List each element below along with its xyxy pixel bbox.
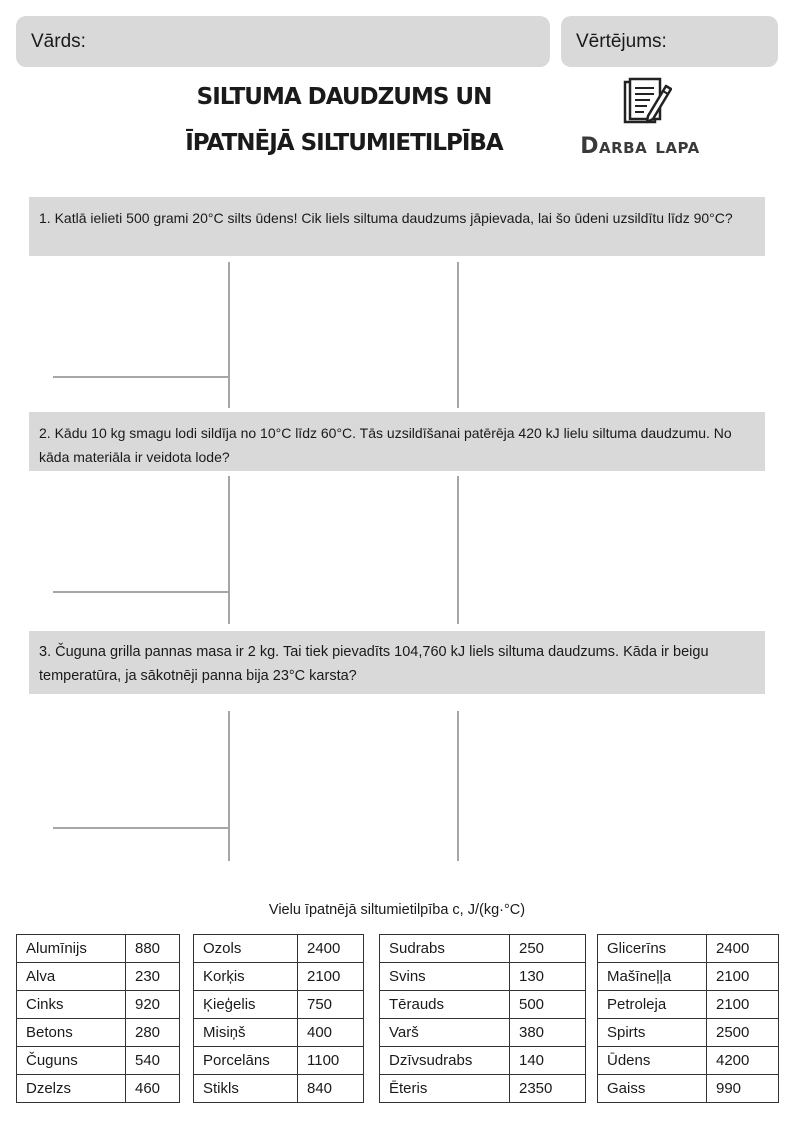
table-row: [17, 1075, 180, 1103]
material-name: Petroleja: [598, 991, 707, 1019]
table-row: [598, 1047, 779, 1075]
table-row: [380, 935, 586, 963]
material-value: 400: [298, 1019, 364, 1047]
answer-divider: [457, 711, 459, 861]
material-name: Čuguns: [17, 1047, 126, 1075]
material-name: Dzīvsudrabs: [380, 1047, 510, 1075]
answer-divider: [228, 262, 230, 408]
material-value: 540: [126, 1047, 180, 1075]
grade-field[interactable]: [561, 16, 778, 67]
material-name: Porcelāns: [194, 1047, 298, 1075]
table-row: [598, 1075, 779, 1103]
answer-line: [53, 827, 229, 829]
heat-capacity-table-1: [16, 934, 180, 1103]
material-value: 140: [510, 1047, 586, 1075]
material-value: 990: [707, 1075, 779, 1103]
answer-line: [53, 376, 229, 378]
table-row: [17, 1047, 180, 1075]
material-name: Alva: [17, 963, 126, 991]
worksheet-label: Darba lapa: [580, 134, 700, 159]
material-name: Korķis: [194, 963, 298, 991]
material-value: 1100: [298, 1047, 364, 1075]
material-name: Stikls: [194, 1075, 298, 1103]
table-row: [17, 991, 180, 1019]
material-value: 280: [126, 1019, 180, 1047]
table-row: [17, 1019, 180, 1047]
material-value: 230: [126, 963, 180, 991]
answer-divider: [228, 476, 230, 624]
table-row: [194, 963, 364, 991]
worksheet-pencil-icon: [622, 76, 672, 130]
table-row: [598, 1019, 779, 1047]
material-value: 460: [126, 1075, 180, 1103]
table-row: [17, 963, 180, 991]
title-line-1: SILTUMA DAUDZUMS UN: [196, 84, 492, 110]
table-caption: Vielu īpatnējā siltumietilpība c, J/(kg·°C): [268, 902, 526, 918]
heat-capacity-table-2: [193, 934, 364, 1103]
table-row: [380, 1047, 586, 1075]
title-line-2: ĪPATNĒJĀ SILTUMIETILPĪBA: [185, 130, 503, 156]
material-name: Varš: [380, 1019, 510, 1047]
material-name: Misiņš: [194, 1019, 298, 1047]
material-name: Ēteris: [380, 1075, 510, 1103]
material-value: 2100: [298, 963, 364, 991]
table-row: [194, 1047, 364, 1075]
table-row: [194, 1019, 364, 1047]
heat-capacity-table-3: [379, 934, 586, 1103]
material-name: Alumīnijs: [17, 935, 126, 963]
material-value: 4200: [707, 1047, 779, 1075]
material-name: Mašīneļļa: [598, 963, 707, 991]
material-value: 750: [298, 991, 364, 1019]
question-1: 1. Katlā ielieti 500 grami 20°C silts ūdens! Cik liels siltuma daudzums jāpievada, lai šo ūdeni uzsildītu līdz 90°C?: [29, 197, 765, 256]
table-row: [194, 935, 364, 963]
material-name: Betons: [17, 1019, 126, 1047]
material-value: 880: [126, 935, 180, 963]
material-value: 2100: [707, 963, 779, 991]
material-name: Glicerīns: [598, 935, 707, 963]
question-3: 3. Čuguna grilla pannas masa ir 2 kg. Tai tiek pievadīts 104,760 kJ liels siltuma daudzums. Kāda ir beigu temperatūra, ja sākotnēji panna bija 23°C karsta?: [29, 631, 765, 694]
table-row: [380, 1019, 586, 1047]
material-name: Ūdens: [598, 1047, 707, 1075]
table-row: [194, 991, 364, 1019]
material-value: 2400: [707, 935, 779, 963]
table-row: [17, 935, 180, 963]
material-name: Tērauds: [380, 991, 510, 1019]
material-value: 380: [510, 1019, 586, 1047]
material-name: Ķieģelis: [194, 991, 298, 1019]
material-value: 130: [510, 963, 586, 991]
table-row: [194, 1075, 364, 1103]
name-field[interactable]: [16, 16, 550, 67]
name-label: Vārds:: [31, 30, 86, 52]
table-row: [380, 991, 586, 1019]
material-value: 840: [298, 1075, 364, 1103]
material-value: 2500: [707, 1019, 779, 1047]
material-value: 500: [510, 991, 586, 1019]
answer-line: [53, 591, 229, 593]
answer-divider: [457, 262, 459, 408]
grade-label: Vērtējums:: [576, 30, 667, 52]
question-2: 2. Kādu 10 kg smagu lodi sildīja no 10°C līdz 60°C. Tās uzsildīšanai patērēja 420 kJ lielu siltuma daudzumu. No kāda materiāla ir veidota lode?: [29, 412, 765, 471]
material-value: 2350: [510, 1075, 586, 1103]
material-value: 920: [126, 991, 180, 1019]
material-name: Gaiss: [598, 1075, 707, 1103]
table-row: [380, 963, 586, 991]
answer-divider: [228, 711, 230, 861]
material-name: Ozols: [194, 935, 298, 963]
material-name: Svins: [380, 963, 510, 991]
material-name: Spirts: [598, 1019, 707, 1047]
material-value: 250: [510, 935, 586, 963]
material-name: Dzelzs: [17, 1075, 126, 1103]
heat-capacity-table-4: [597, 934, 779, 1103]
material-value: 2100: [707, 991, 779, 1019]
answer-divider: [457, 476, 459, 624]
table-row: [598, 991, 779, 1019]
material-value: 2400: [298, 935, 364, 963]
material-name: Cinks: [17, 991, 126, 1019]
table-row: [380, 1075, 586, 1103]
material-name: Sudrabs: [380, 935, 510, 963]
table-row: [598, 935, 779, 963]
table-row: [598, 963, 779, 991]
